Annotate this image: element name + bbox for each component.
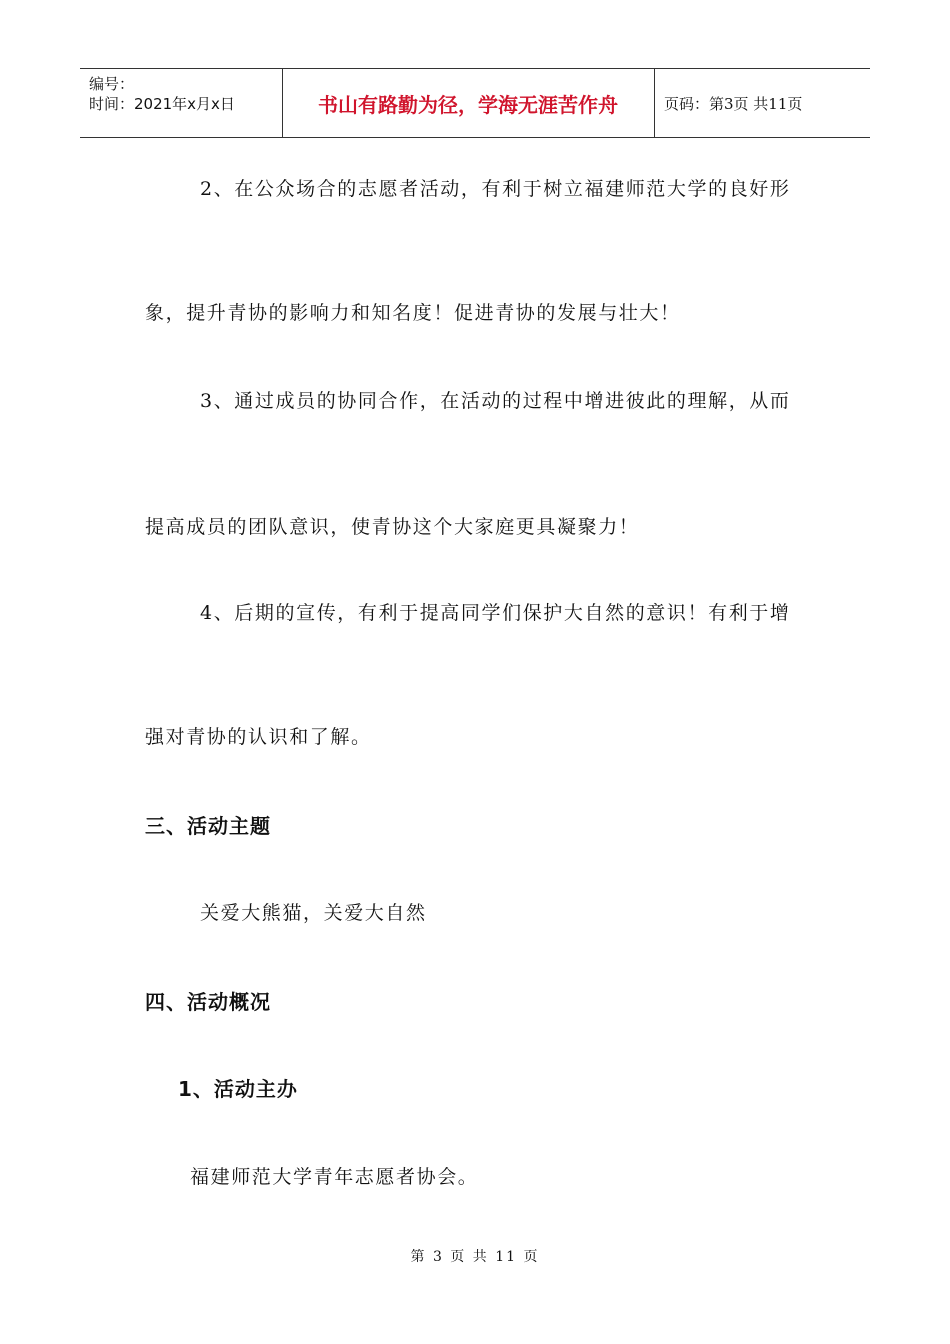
paragraph-4-line-1: 4、后期的宣传，有利于提高同学们保护大自然的意识！有利于增	[200, 602, 791, 624]
paragraph-4-line-2: 强对青协的认识和了解。	[145, 726, 372, 748]
theme-text: 关爱大熊猫，关爱大自然	[200, 902, 427, 924]
paragraph-2-line-1: 2、在公众场合的志愿者活动，有利于树立福建师范大学的良好形	[200, 178, 791, 200]
doc-time-label: 时间：2021年x月x日	[89, 95, 235, 113]
paragraph-3-line-2: 提高成员的团队意识，使青协这个大家庭更具凝聚力！	[145, 516, 640, 538]
doc-code-label: 编号：	[89, 75, 135, 93]
section-heading-theme: 三、活动主题	[145, 814, 271, 838]
organizer-text: 福建师范大学青年志愿者协会。	[190, 1166, 479, 1188]
page-header	[80, 68, 870, 138]
header-motto: 书山有路勤为径，学海无涯苦作舟	[282, 69, 655, 137]
page-footer: 第 3 页 共 11 页	[410, 1249, 540, 1265]
paragraph-2-line-2: 象，提升青协的影响力和知名度！促进青协的发展与壮大！	[145, 302, 681, 324]
header-page-info: 页码：第3页 共11页	[664, 94, 803, 113]
section-heading-overview: 四、活动概况	[145, 990, 271, 1014]
paragraph-3-line-1: 3、通过成员的协同合作，在活动的过程中增进彼此的理解，从而	[200, 390, 791, 412]
subheading-organizer: 1、活动主办	[178, 1077, 298, 1101]
header-meta-cell	[80, 69, 283, 137]
